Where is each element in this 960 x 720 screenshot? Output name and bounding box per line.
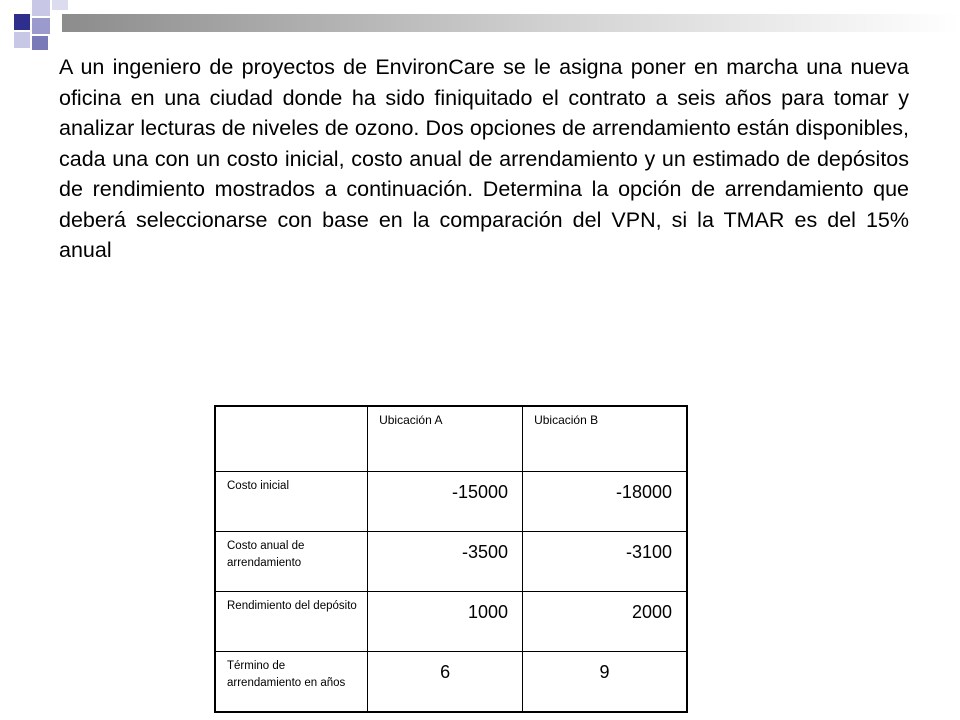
square-light-top-right xyxy=(52,0,68,10)
row-label-lease-term: Término de arrendamiento en años xyxy=(215,652,368,713)
problem-statement: A un ingeniero de proyectos de EnvironCare se le asigna poner en marcha una nueva oficina en una ciudad donde ha sido finiquitado el contrato a seis años para tomar y analizar lecturas de niveles de ozono. Dos opciones de arrendamiento están disponibles, cada una con un costo inicial, costo anual de arrendamiento y un estimado de depósitos de rendimiento mostrados a continuación. Determina la opción de arrendamiento que deberá seleccionarse con base en la comparación del VPN, si la TMAR es del 15% anual xyxy=(59,55,909,262)
row-label-deposit-return: Rendimiento del depósito xyxy=(215,592,368,652)
lease-options-table xyxy=(214,405,688,713)
square-mid xyxy=(32,18,50,34)
decorative-squares-graphic xyxy=(0,0,960,60)
table-row xyxy=(215,652,687,713)
table-header-empty xyxy=(215,406,368,472)
row-label-initial-cost: Costo inicial xyxy=(215,472,368,532)
header-decoration xyxy=(0,0,960,60)
table-row xyxy=(215,532,687,592)
square-light-top xyxy=(32,0,50,16)
cell-initial-cost-b: -18000 xyxy=(523,472,687,532)
square-dark xyxy=(14,14,30,30)
square-light-left xyxy=(14,32,30,48)
square-bottom xyxy=(32,36,48,50)
row-label-annual-lease-cost: Costo anual de arrendamiento xyxy=(215,532,368,592)
table-header-row xyxy=(215,406,687,472)
table-row xyxy=(215,592,687,652)
cell-lease-term-b: 9 xyxy=(523,652,687,713)
gradient-bar xyxy=(62,14,960,32)
cell-deposit-return-b: 2000 xyxy=(523,592,687,652)
table-row xyxy=(215,472,687,532)
cell-initial-cost-a: -15000 xyxy=(368,472,523,532)
cell-deposit-return-a: 1000 xyxy=(368,592,523,652)
cell-lease-term-a: 6 xyxy=(368,652,523,713)
table-header-location-a: Ubicación A xyxy=(368,406,523,472)
cell-annual-lease-cost-a: -3500 xyxy=(368,532,523,592)
table-header-location-b: Ubicación B xyxy=(523,406,687,472)
cell-annual-lease-cost-b: -3100 xyxy=(523,532,687,592)
